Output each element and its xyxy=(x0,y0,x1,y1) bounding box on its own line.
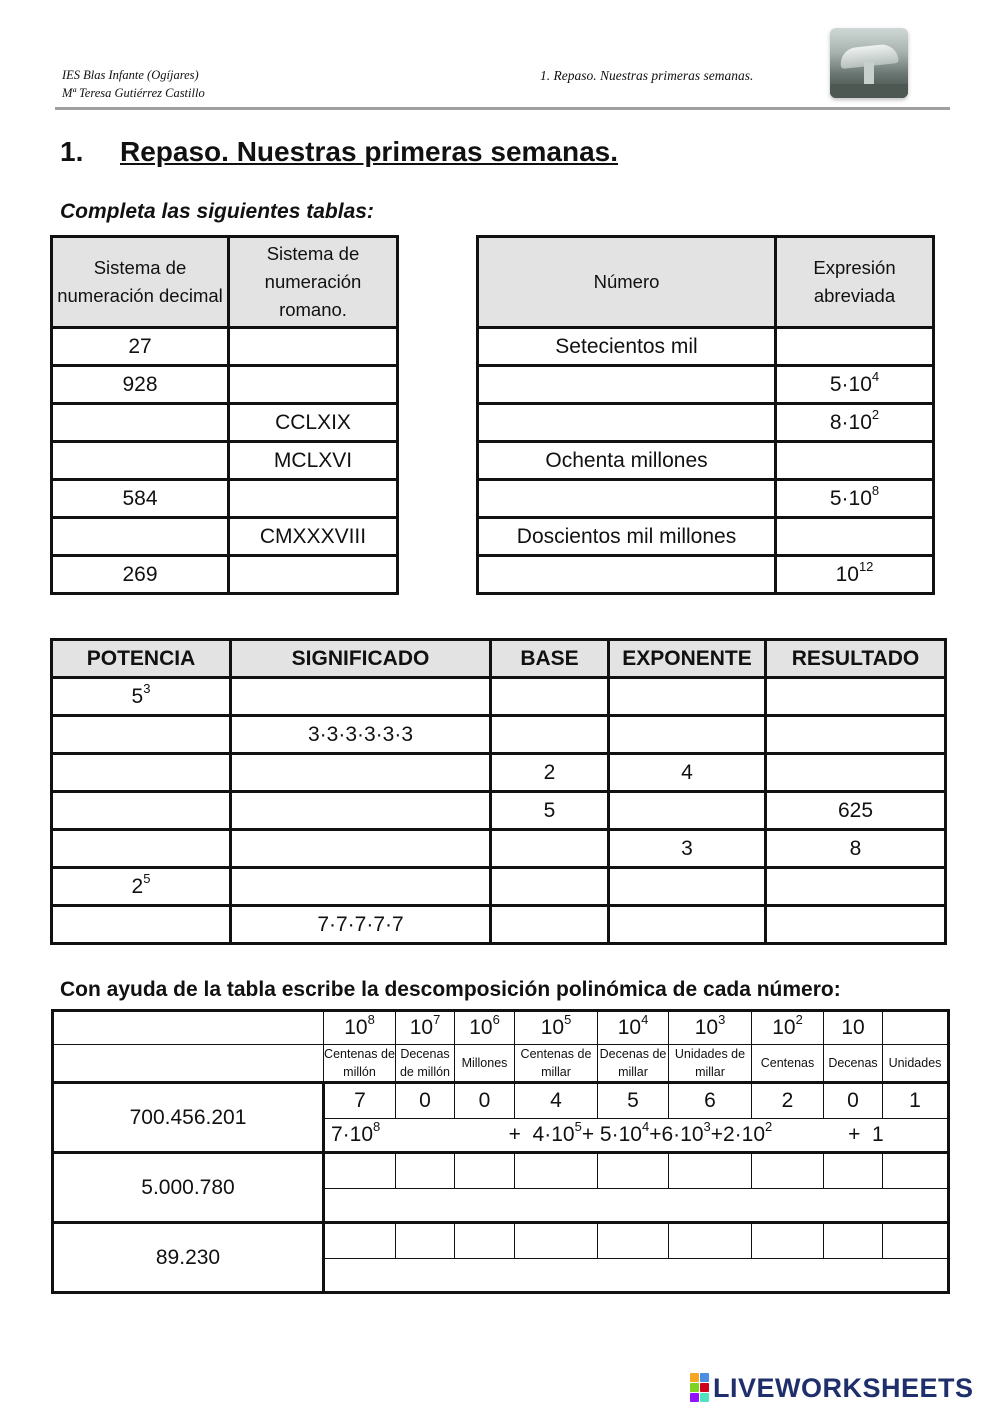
digits-row xyxy=(53,1083,949,1119)
place-name: Decenas de millar xyxy=(598,1045,669,1083)
numero-cell[interactable] xyxy=(478,556,776,594)
exponente-cell[interactable] xyxy=(609,716,766,754)
significado-cell: 7·7·7·7·7 xyxy=(231,906,491,944)
numero-cell: Ochenta millones xyxy=(478,442,776,480)
expression-cell xyxy=(776,556,934,594)
poly-term: + 1 xyxy=(772,1123,884,1146)
numero-cell[interactable] xyxy=(478,404,776,442)
poly-exponent: 2 xyxy=(765,1119,773,1134)
number-label: 89.230 xyxy=(53,1223,324,1293)
decomposition-table xyxy=(51,1009,950,1294)
digit-cell[interactable] xyxy=(515,1153,598,1189)
numero-cell[interactable] xyxy=(478,366,776,404)
abbrev-row xyxy=(478,366,934,404)
title-number: 1. xyxy=(60,136,84,167)
corner-cell xyxy=(53,1011,324,1045)
poly-exponent: 5 xyxy=(574,1119,582,1134)
resultado-cell[interactable] xyxy=(766,754,946,792)
digit-cell: 0 xyxy=(824,1083,883,1119)
power-header-significado: SIGNIFICADO xyxy=(231,640,491,678)
base-cell[interactable] xyxy=(491,678,609,716)
base-cell[interactable] xyxy=(491,830,609,868)
digit-cell: 5 xyxy=(598,1083,669,1119)
poly-term: + 5·10 xyxy=(581,1123,642,1146)
expression-cell-exponent: 2 xyxy=(871,406,880,422)
power-header-base: BASE xyxy=(491,640,609,678)
author-name: Mª Teresa Gutiérrez Castillo xyxy=(62,86,205,100)
place-power-base: 10 xyxy=(772,1016,796,1039)
digit-cell[interactable] xyxy=(515,1223,598,1259)
place-power-base: 10 xyxy=(540,1016,565,1039)
instruction-decomposition: Con ayuda de la tabla escribe la descomposición polinómica de cada número: xyxy=(60,978,841,1001)
roman-row xyxy=(52,442,398,480)
digit-cell[interactable] xyxy=(598,1223,669,1259)
poly-exponent: 8 xyxy=(373,1119,381,1134)
potencia-cell-base: 2 xyxy=(131,874,144,898)
polynomial-cell[interactable] xyxy=(324,1259,949,1293)
roman-cell[interactable] xyxy=(229,328,398,366)
place-power xyxy=(324,1011,396,1045)
power-row xyxy=(52,792,946,830)
roman-cell[interactable] xyxy=(229,366,398,404)
potencia-cell[interactable] xyxy=(52,792,231,830)
place-power-base: 10 xyxy=(344,1016,368,1039)
digit-cell: 0 xyxy=(396,1083,455,1119)
poly-exponent: 4 xyxy=(641,1119,650,1134)
roman-row xyxy=(52,366,398,404)
potencia-cell[interactable] xyxy=(52,754,231,792)
place-name: Decenas de millón xyxy=(396,1045,455,1083)
resultado-cell[interactable] xyxy=(766,716,946,754)
power-header-exponente: EXPONENTE xyxy=(609,640,766,678)
decimal-cell: 928 xyxy=(52,366,229,404)
place-power-exponent: 4 xyxy=(641,1012,649,1027)
header-photo xyxy=(830,28,908,98)
power-row xyxy=(52,906,946,944)
exponente-cell[interactable] xyxy=(609,678,766,716)
numero-cell: Doscientos mil millones xyxy=(478,518,776,556)
significado-cell[interactable] xyxy=(231,792,491,830)
place-power xyxy=(598,1011,669,1045)
roman-cell: MCLXVI xyxy=(229,442,398,480)
potencia-cell xyxy=(52,868,231,906)
header-numero: Número xyxy=(478,237,776,328)
resultado-cell: 625 xyxy=(766,792,946,830)
roman-row xyxy=(52,404,398,442)
place-power-base: 10 xyxy=(617,1016,642,1039)
expression-cell[interactable] xyxy=(776,442,934,480)
power-header-potencia: POTENCIA xyxy=(52,640,231,678)
exponente-cell[interactable] xyxy=(609,868,766,906)
place-power xyxy=(455,1011,515,1045)
place-power-exponent: 2 xyxy=(795,1012,803,1027)
abbrev-row xyxy=(478,442,934,480)
exponente-cell[interactable] xyxy=(609,906,766,944)
power-row xyxy=(52,678,946,716)
header-divider xyxy=(55,107,950,110)
decimal-cell: 584 xyxy=(52,480,229,518)
resultado-cell[interactable] xyxy=(766,868,946,906)
digit-cell[interactable] xyxy=(824,1223,883,1259)
place-name: Unidades de millar xyxy=(669,1045,752,1083)
polynomial-cell xyxy=(324,1119,949,1153)
place-power-exponent: 7 xyxy=(433,1012,441,1027)
expression-cell-base: 5·10 xyxy=(829,486,872,510)
roman-cell[interactable] xyxy=(229,556,398,594)
polynomial-cell[interactable] xyxy=(324,1189,949,1223)
base-cell: 5 xyxy=(491,792,609,830)
digit-cell[interactable] xyxy=(669,1153,752,1189)
place-power xyxy=(515,1011,598,1045)
potencia-cell-base: 5 xyxy=(131,684,144,708)
place-power-base: 10 xyxy=(469,1016,493,1039)
base-cell: 2 xyxy=(491,754,609,792)
potencia-cell-exponent: 5 xyxy=(143,870,151,886)
exponente-cell: 3 xyxy=(609,830,766,868)
place-name: Decenas xyxy=(824,1045,883,1083)
place-power-base: 10 xyxy=(841,1016,865,1039)
place-names-row xyxy=(53,1045,949,1083)
power-row xyxy=(52,716,946,754)
exponente-cell[interactable] xyxy=(609,792,766,830)
power-row xyxy=(52,868,946,906)
place-power xyxy=(752,1011,824,1045)
decimal-cell[interactable] xyxy=(52,404,229,442)
logo-text: LIVEWORKSHEETS xyxy=(713,1373,974,1403)
place-power xyxy=(669,1011,752,1045)
place-power xyxy=(396,1011,455,1045)
page-title xyxy=(60,136,618,168)
poly-term: 7·10 xyxy=(331,1123,374,1146)
base-cell[interactable] xyxy=(491,716,609,754)
digit-cell[interactable] xyxy=(324,1223,396,1259)
roman-row xyxy=(52,556,398,594)
digit-cell[interactable] xyxy=(752,1153,824,1189)
corner-cell xyxy=(53,1045,324,1083)
place-name: Millones xyxy=(455,1045,515,1083)
poly-exponent: 3 xyxy=(703,1119,711,1134)
place-name: Centenas de millar xyxy=(515,1045,598,1083)
potencia-cell xyxy=(52,678,231,716)
header-decimal: Sistema de numeración decimal xyxy=(52,237,229,328)
place-power-exponent: 5 xyxy=(564,1012,572,1027)
instruction-complete-tables: Completa las siguientes tablas: xyxy=(60,200,374,223)
potencia-cell[interactable] xyxy=(52,830,231,868)
digit-cell: 4 xyxy=(515,1083,598,1119)
place-name: Unidades xyxy=(883,1045,949,1083)
potencia-cell[interactable] xyxy=(52,716,231,754)
digit-cell: 7 xyxy=(324,1083,396,1119)
expression-cell-base: 10 xyxy=(835,562,859,586)
expression-cell[interactable] xyxy=(776,328,934,366)
liveworksheets-logo xyxy=(690,1373,974,1404)
poly-term: + 4·10 xyxy=(380,1123,575,1146)
digit-cell[interactable] xyxy=(324,1153,396,1189)
numero-cell: Setecientos mil xyxy=(478,328,776,366)
expression-cell-exponent: 8 xyxy=(871,482,880,498)
expression-cell xyxy=(776,480,934,518)
significado-cell: 3·3·3·3·3·3 xyxy=(231,716,491,754)
powers-header-row xyxy=(53,1011,949,1045)
power-row xyxy=(52,830,946,868)
decimal-cell: 269 xyxy=(52,556,229,594)
digit-cell[interactable] xyxy=(396,1223,455,1259)
exponente-cell: 4 xyxy=(609,754,766,792)
school-name: IES Blas Infante (Ogíjares) xyxy=(62,68,199,82)
header-section: 1. Repaso. Nuestras primeras semanas. xyxy=(540,68,754,83)
title-text: Repaso. Nuestras primeras semanas. xyxy=(120,136,619,167)
roman-row xyxy=(52,480,398,518)
expression-cell xyxy=(776,404,934,442)
expression-cell-exponent: 12 xyxy=(858,558,874,574)
digit-cell[interactable] xyxy=(824,1153,883,1189)
digit-cell[interactable] xyxy=(598,1153,669,1189)
digit-cell: 0 xyxy=(455,1083,515,1119)
digit-cell[interactable] xyxy=(455,1223,515,1259)
potencia-cell-exponent: 3 xyxy=(143,680,151,696)
abbrev-row xyxy=(478,404,934,442)
decimal-cell[interactable] xyxy=(52,442,229,480)
number-label: 5.000.780 xyxy=(53,1153,324,1223)
roman-cell[interactable] xyxy=(229,480,398,518)
significado-cell[interactable] xyxy=(231,830,491,868)
place-power-exponent: 8 xyxy=(367,1012,375,1027)
digits-row xyxy=(53,1153,949,1189)
digit-cell[interactable] xyxy=(455,1153,515,1189)
place-power-exponent: 6 xyxy=(492,1012,500,1027)
place-power-base: 10 xyxy=(409,1016,434,1039)
base-cell[interactable] xyxy=(491,868,609,906)
roman-table xyxy=(50,235,399,595)
digit-cell[interactable] xyxy=(396,1153,455,1189)
significado-cell[interactable] xyxy=(231,868,491,906)
roman-row xyxy=(52,518,398,556)
expression-cell-base: 5·10 xyxy=(829,372,872,396)
resultado-cell[interactable] xyxy=(766,906,946,944)
decimal-cell: 27 xyxy=(52,328,229,366)
numero-cell[interactable] xyxy=(478,480,776,518)
header-roman: Sistema de numeración romano. xyxy=(229,237,398,328)
digit-cell: 1 xyxy=(883,1083,949,1119)
abbrev-row xyxy=(478,556,934,594)
abbrev-row xyxy=(478,480,934,518)
abbrev-row xyxy=(478,518,934,556)
digit-cell[interactable] xyxy=(883,1153,949,1189)
resultado-cell[interactable] xyxy=(766,678,946,716)
liveworksheets-mark-icon xyxy=(690,1373,709,1402)
place-power-base: 10 xyxy=(694,1016,719,1039)
significado-cell[interactable] xyxy=(231,678,491,716)
digit-cell[interactable] xyxy=(883,1223,949,1259)
place-power xyxy=(883,1011,949,1045)
abbrev-table xyxy=(476,235,935,595)
roman-row xyxy=(52,328,398,366)
roman-cell: CMXXXVIII xyxy=(229,518,398,556)
header-expresion: Expresión abreviada xyxy=(776,237,934,328)
resultado-cell: 8 xyxy=(766,830,946,868)
decimal-cell[interactable] xyxy=(52,518,229,556)
expression-cell[interactable] xyxy=(776,518,934,556)
abbrev-row xyxy=(478,328,934,366)
place-power-exponent: 3 xyxy=(718,1012,726,1027)
place-power xyxy=(824,1011,883,1045)
digit-cell[interactable] xyxy=(752,1223,824,1259)
power-row xyxy=(52,754,946,792)
roman-cell: CCLXIX xyxy=(229,404,398,442)
base-cell[interactable] xyxy=(491,906,609,944)
expression-cell-base: 8·10 xyxy=(829,410,872,434)
place-name: Centenas de millón xyxy=(324,1045,396,1083)
poly-term: +2·10 xyxy=(710,1123,766,1146)
number-label: 700.456.201 xyxy=(53,1083,324,1153)
digit-cell: 6 xyxy=(669,1083,752,1119)
poly-term: +6·10 xyxy=(649,1123,704,1146)
potencia-cell[interactable] xyxy=(52,906,231,944)
digits-row xyxy=(53,1223,949,1259)
digit-cell: 2 xyxy=(752,1083,824,1119)
significado-cell[interactable] xyxy=(231,754,491,792)
power-table xyxy=(50,638,947,945)
power-header-resultado: RESULTADO xyxy=(766,640,946,678)
place-name: Centenas xyxy=(752,1045,824,1083)
expression-cell xyxy=(776,366,934,404)
digit-cell[interactable] xyxy=(669,1223,752,1259)
expression-cell-exponent: 4 xyxy=(871,368,880,384)
